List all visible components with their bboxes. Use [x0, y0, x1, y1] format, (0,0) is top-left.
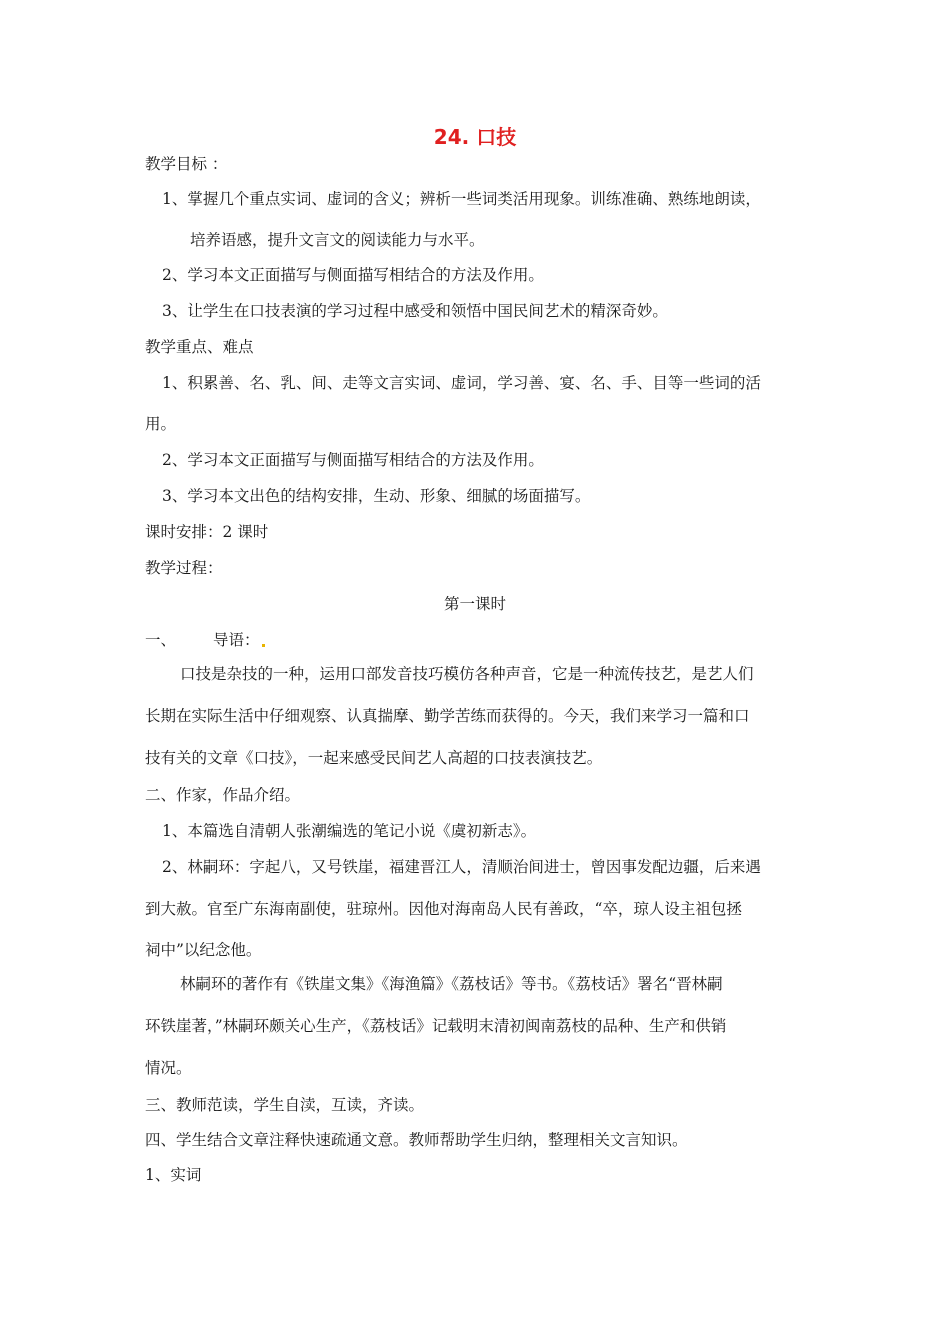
intro-paragraph-line-1: 口技是杂技的一种，运用口部发音技巧模仿各种声音，它是一种流传技艺，是艺人们: [180, 665, 754, 683]
schedule: 课时安排：2 课时: [145, 523, 269, 541]
section-2-item-1: 1、本篇选自清朝人张潮编选的笔记小说《虞初新志》。: [162, 822, 537, 840]
intro-label: 导语：: [213, 631, 260, 649]
section-4-heading: 四、学生结合文章注释快速疏通文意。教师帮助学生归纳，整理相关文言知识。: [145, 1131, 688, 1149]
objective-1-line-1: 1、掌握几个重点实词、虚词的含义；辨析一些词类活用现象。训练准确、熟练地朗读，: [162, 190, 761, 208]
lesson-heading: 第一课时: [443, 595, 506, 613]
intro-paragraph-line-3: 技有关的文章《口技》，一起来感受民间艺人高超的口技表演技艺。: [145, 749, 603, 767]
key-point-2: 2、学习本文正面描写与侧面描写相结合的方法及作用。: [162, 451, 544, 469]
marker-dot: [262, 644, 265, 647]
works-paragraph-line-1: 林嗣环的著作有《铁崖文集》《海渔篇》《荔枝话》等书。《荔枝话》署名“晋林嗣: [180, 975, 723, 993]
key-point-3: 3、学习本文出色的结构安排，生动、形象、细腻的场面描写。: [162, 487, 591, 505]
section-2-heading: 二、作家，作品介绍。: [145, 786, 301, 804]
key-points-heading: 教学重点、难点: [145, 338, 254, 356]
section-2-item-2-line-2: 到大赦。官至广东海南副使，驻琼州。因他对海南岛人民有善政，“卒，琼人设主祖包拯: [145, 900, 742, 918]
objective-1-line-2: 培养语感，提升文言文的阅读能力与水平。: [190, 231, 485, 249]
intro-number: 一、: [145, 631, 177, 649]
objectives-heading: 教学目标 ：: [145, 155, 228, 173]
intro-label-wrap: [213, 630, 265, 650]
section-2-item-2-line-1: 2、林嗣环：字起八，又号铁崖，福建晋江人，清顺治间进士，曾因事发配边疆，后来遇: [162, 858, 761, 876]
intro-paragraph-line-2: 长期在实际生活中仔细观察、认真揣摩、勤学苦练而获得的。今天，我们来学习一篇和口: [145, 707, 750, 725]
works-paragraph-line-3: 情况。: [145, 1059, 192, 1077]
section-3-heading: 三、教师范读，学生自渎，互读，齐读。: [145, 1096, 425, 1114]
objective-2: 2、学习本文正面描写与侧面描写相结合的方法及作用。: [162, 266, 544, 284]
key-point-1-line-2: 用。: [145, 415, 177, 433]
objective-3: 3、让学生在口技表演的学习过程中感受和领悟中国民间艺术的精深奇妙。: [162, 302, 668, 320]
document-title: 24. 口技: [433, 125, 517, 149]
section-4-item-1: 1、实词: [145, 1166, 202, 1184]
works-paragraph-line-2: 环铁崖著，”林嗣环颇关心生产，《荔枝话》记载明末清初闽南荔枝的品种、生产和供销: [145, 1017, 727, 1035]
key-point-1-line-1: 1、积累善、名、乳、间、走等文言实词、虚词，学习善、宴、名、手、目等一些词的活: [162, 374, 761, 392]
process-heading: 教学过程：: [145, 559, 223, 577]
section-2-item-2-line-3: 祠中”以纪念他。: [145, 941, 262, 959]
